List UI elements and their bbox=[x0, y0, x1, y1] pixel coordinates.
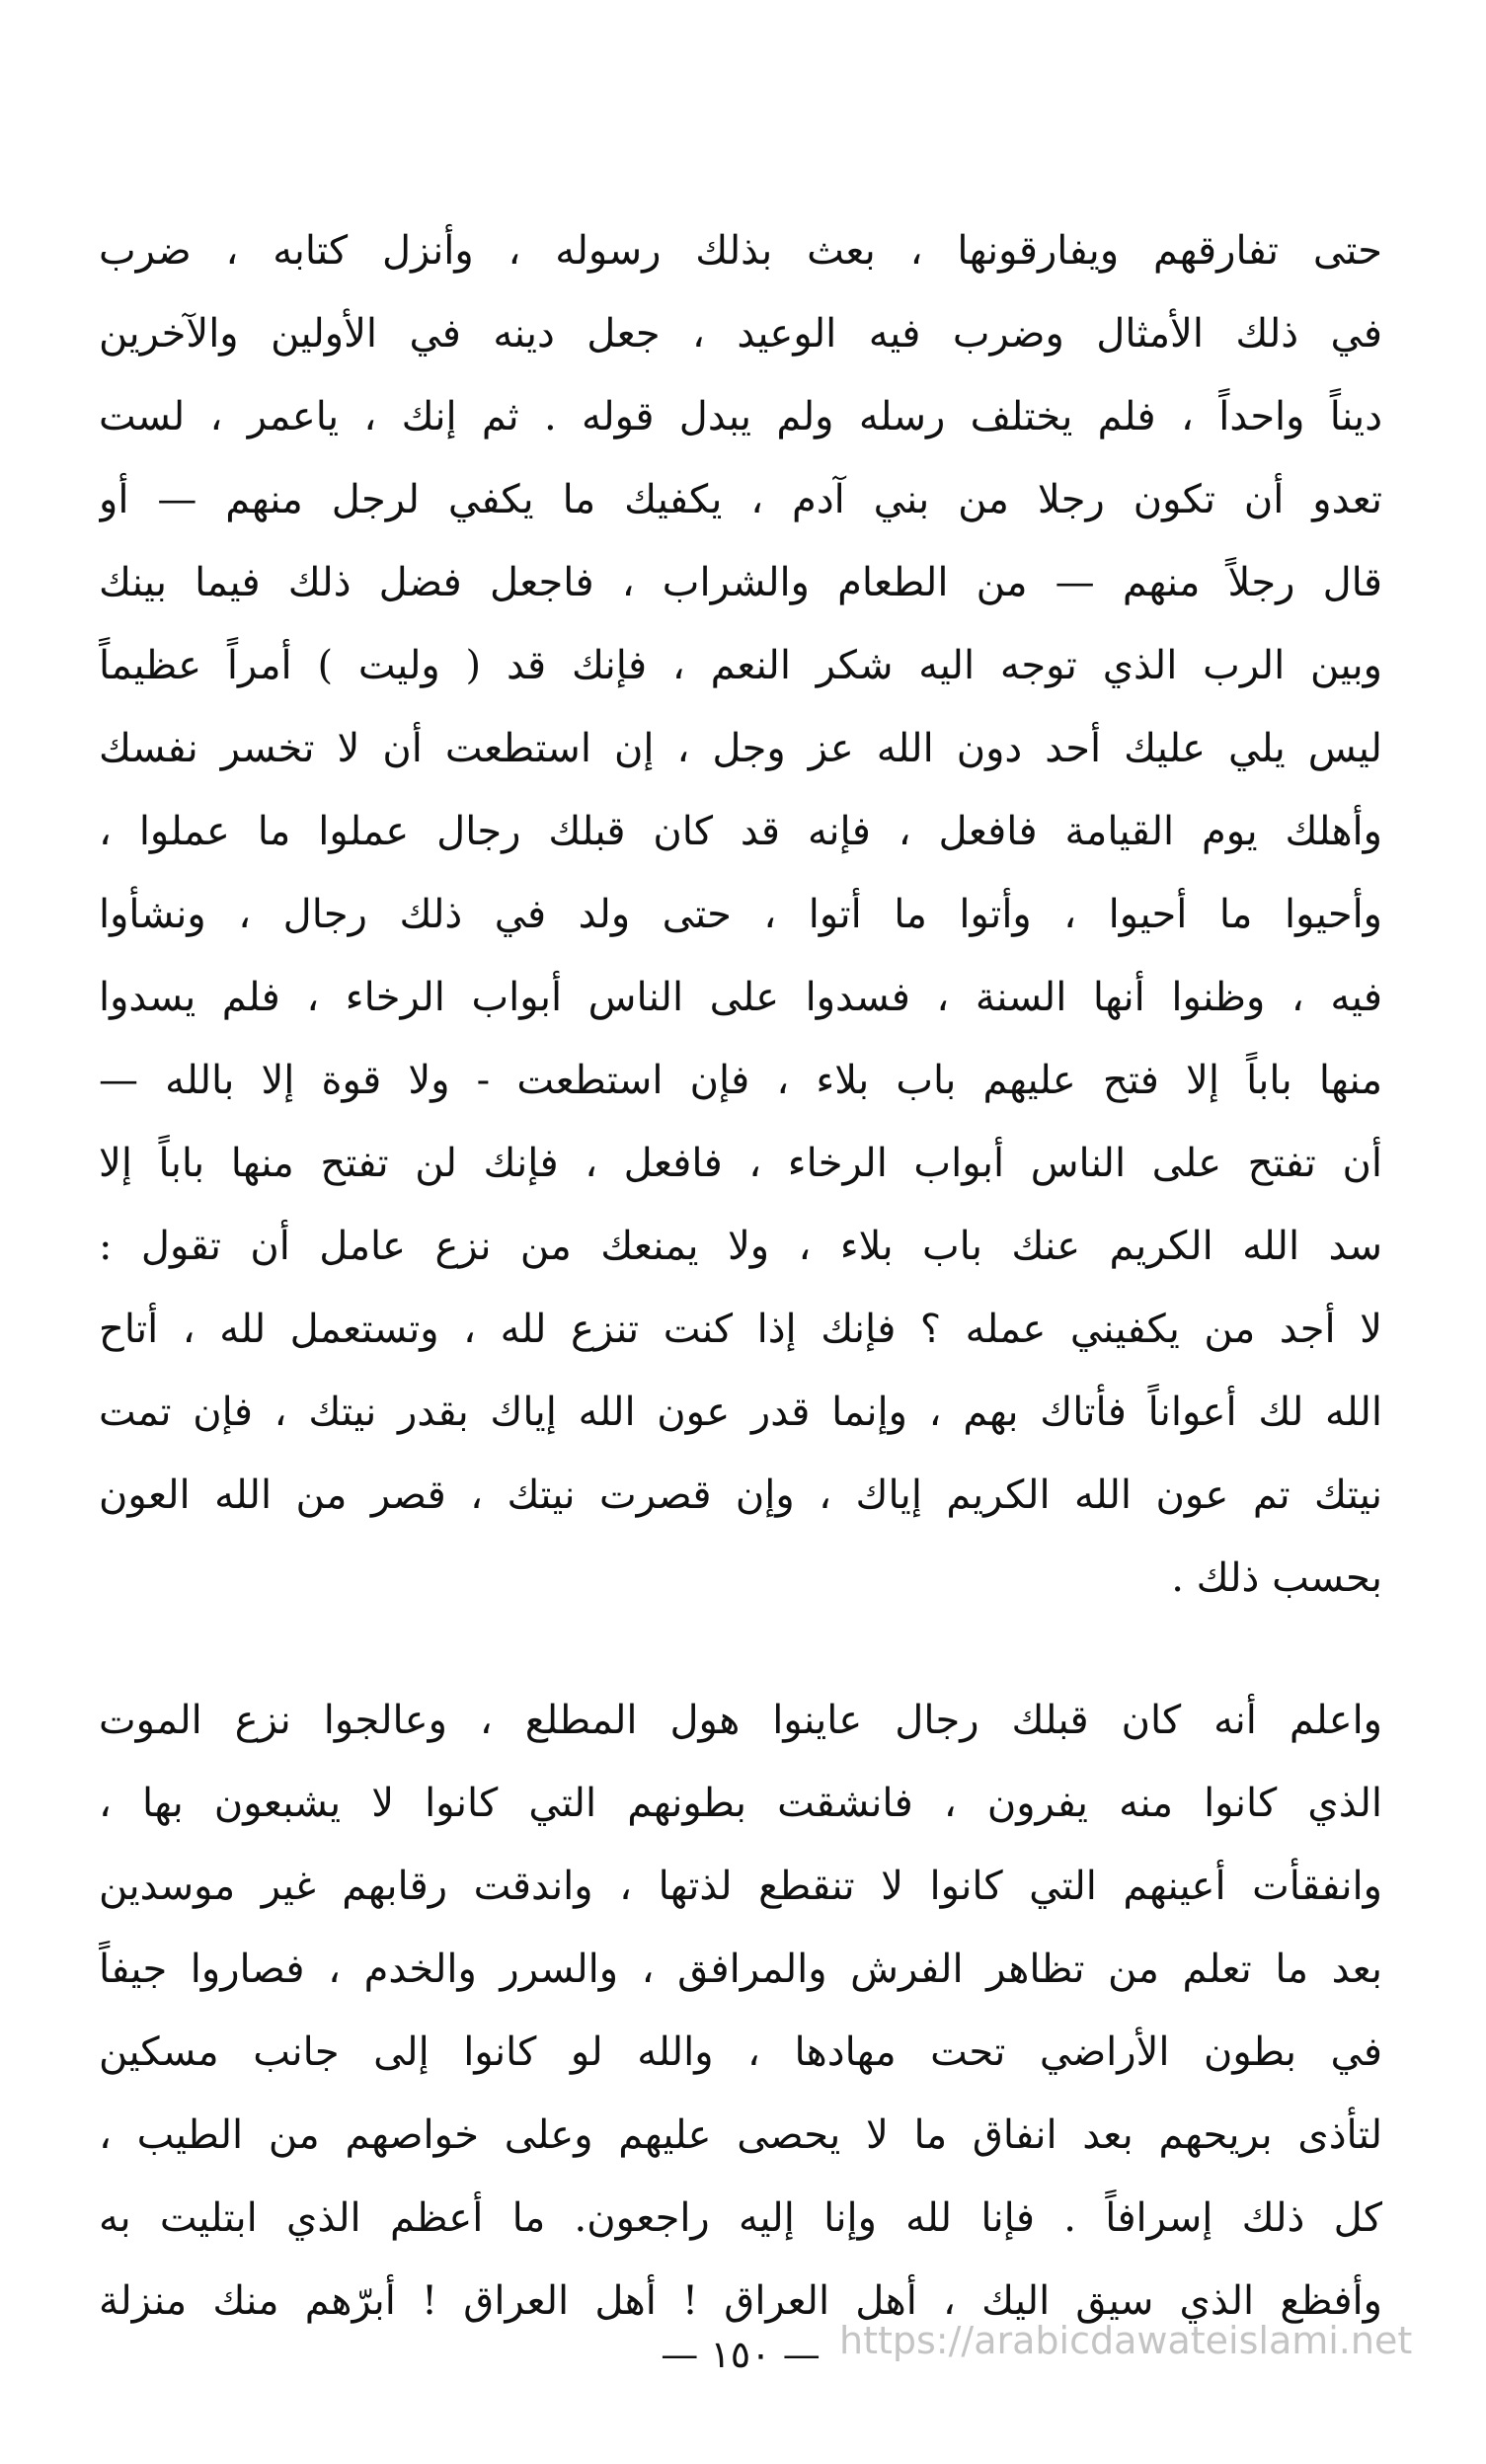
text-line: بعد ما تعلم من تظاهر الفرش والمرافق ، والسرر والخدم ، فصاروا جيفاً bbox=[99, 1947, 1382, 1992]
text-line: في بطون الأراضي تحت مهادها ، والله لو كانوا إلى جانب مسكين bbox=[99, 2029, 1382, 2075]
text-line: حتى تفارقهم ويفارقونها ، بعث بذلك رسوله ، وأنزل كتابه ، ضرب bbox=[99, 228, 1382, 274]
text-line: بحسب ذلك . bbox=[1171, 1555, 1382, 1601]
text-line: سد الله الكريم عنك باب بلاء ، ولا يمنعك من نزع عامل أن تقول : bbox=[99, 1224, 1382, 1269]
text-line: قال رجلاً منهم — من الطعام والشراب ، فاجعل فضل ذلك فيما بينك bbox=[99, 560, 1382, 605]
text-line: وأفظع الذي سيق اليك ، أهل العراق ! أهل العراق ! أبرّهم منك منزلة bbox=[99, 2278, 1382, 2324]
paragraph-1 bbox=[99, 209, 1382, 1620]
text-line: وأحيوا ما أحيوا ، وأتوا ما أتوا ، حتى ولد في ذلك رجال ، ونشأوا bbox=[99, 892, 1382, 937]
text-line: واعلم أنه كان قبلك رجال عاينوا هول المطلع ، وعالجوا نزع الموت bbox=[99, 1698, 1382, 1743]
text-line: لتأذى بريحهم بعد انفاق ما لا يحصى عليهم وعلى خواصهم من الطيب ، bbox=[99, 2112, 1382, 2158]
text-line: في ذلك الأمثال وضرب فيه الوعيد ، جعل دينه في الأولين والآخرين bbox=[99, 311, 1382, 357]
text-line: وانفقأت أعينهم التي كانوا لا تنقطع لذتها ، واندقت رقابهم غير موسدين bbox=[99, 1864, 1382, 1909]
text-line: ديناً واحداً ، فلم يختلف رسله ولم يبدل قوله . ثم إنك ، ياعمر ، لست bbox=[99, 394, 1382, 439]
page-number: — ١٥٠ — bbox=[661, 2333, 821, 2376]
text-line: أن تفتح على الناس أبواب الرخاء ، فافعل ، فإنك لن تفتح منها باباً إلا bbox=[99, 1141, 1382, 1186]
paragraph-2 bbox=[99, 1679, 1382, 2343]
text-line: ليس يلي عليك أحد دون الله عز وجل ، إن استطعت أن لا تخسر نفسك bbox=[99, 726, 1382, 771]
text-line: الذي كانوا منه يفرون ، فانشقت بطونهم التي كانوا لا يشبعون بها ، bbox=[99, 1781, 1382, 1826]
text-line: منها باباً إلا فتح عليهم باب بلاء ، فإن استطعت - ولا قوة إلا بالله — bbox=[99, 1058, 1382, 1103]
text-line: وأهلك يوم القيامة فافعل ، فإنه قد كان قبلك رجال عملوا ما عملوا ، bbox=[99, 809, 1382, 854]
watermark-url: https://arabicdawateislami.net bbox=[839, 2319, 1413, 2362]
text-line: لا أجد من يكفيني عمله ؟ فإنك إذا كنت تنزع لله ، وتستعمل لله ، أتاح bbox=[99, 1307, 1382, 1352]
text-line: فيه ، وظنوا أنها السنة ، فسدوا على الناس أبواب الرخاء ، فلم يسدوا bbox=[99, 975, 1382, 1020]
text-line: الله لك أعواناً فأتاك بهم ، وإنما قدر عون الله إياك بقدر نيتك ، فإن تمت bbox=[99, 1390, 1382, 1435]
text-line: تعدو أن تكون رجلا من بني آدم ، يكفيك ما يكفي لرجل منهم — أو bbox=[99, 477, 1382, 522]
text-line: نيتك تم عون الله الكريم إياك ، وإن قصرت نيتك ، قصر من الله العون bbox=[99, 1472, 1382, 1518]
text-line: وبين الرب الذي توجه اليه شكر النعم ، فإنك قد ( وليت ) أمراً عظيماً bbox=[99, 643, 1382, 688]
text-line: كل ذلك إسرافاً . فإنا لله وإنا إليه راجعون. ما أعظم الذي ابتليت به bbox=[99, 2195, 1382, 2241]
